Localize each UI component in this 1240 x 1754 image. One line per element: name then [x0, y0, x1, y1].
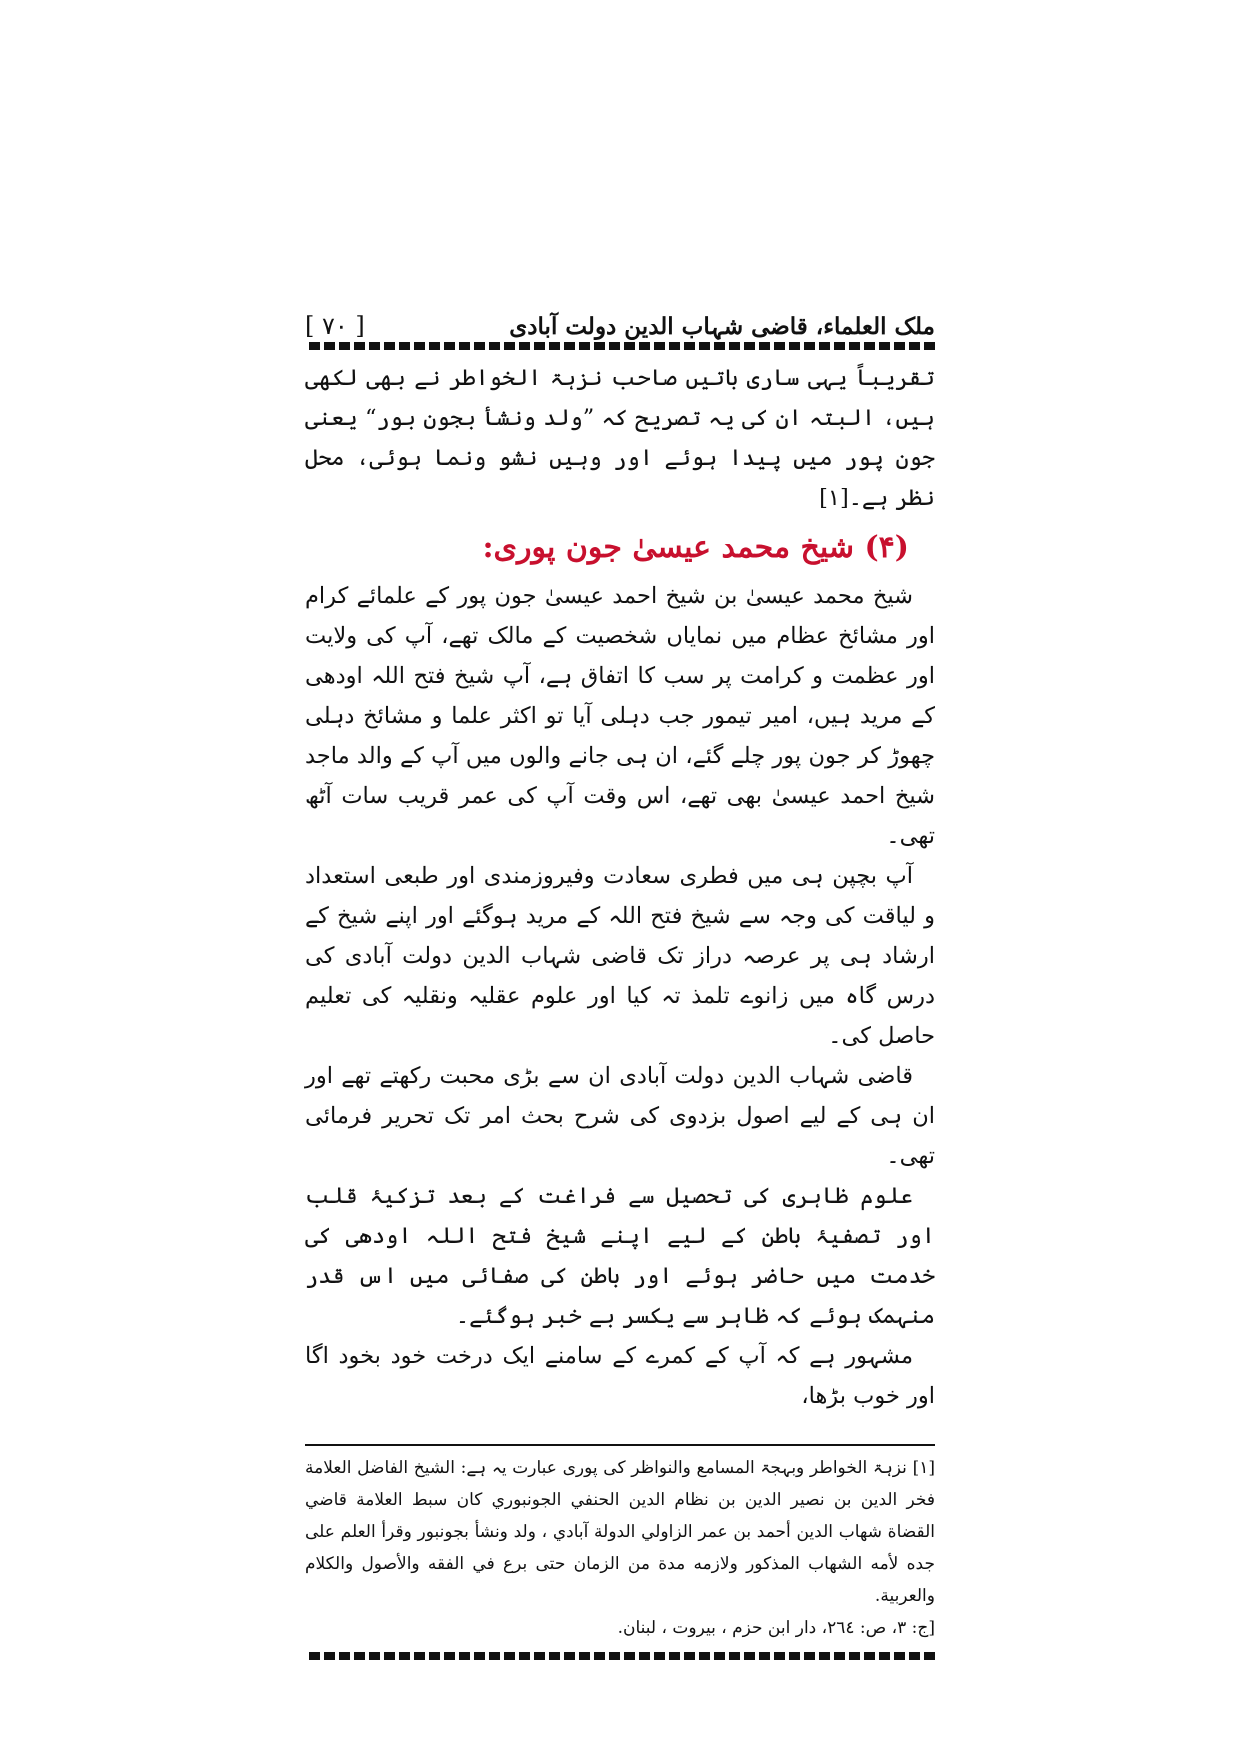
footnote [305, 1452, 935, 1644]
footnote-text: [۱] نزہۃ الخواطر وبہجۃ المسامع والنواظر کی پوری عبارت یہ ہے: الشيخ الفاضل العلامة فخر الدين بن نصير الدين بن نظام الدين الحنفي الجونبوري كان سبط العلامة قاضي القضاة شهاب الدين أحمد بن عمر الزاولي الدولة آبادي ، ولد ونشأ بجونبور وقرأ العلم على جده لأمه الشهاب المذكور ولازمه مدة من الزمان حتى برع في الفقه والأصول والكلام والعربية. [305, 1458, 935, 1606]
header-dashed-rule [305, 342, 935, 350]
document-page [305, 300, 935, 1660]
section-paragraph-1: شیخ محمد عیسیٰ بن شیخ احمد عیسیٰ جون پور کے علمائے کرام اور مشائخ عظام میں نمایاں شخصیت کے مالک تھے، آپ کی ولایت اور عظمت و کرامت پر سب کا اتفاق ہے، آپ شیخ فتح اللہ اودھی کے مرید ہیں، امیر تیمور جب دہلی آیا تو اکثر علما و مشائخ دہلی چھوڑ کر جون پور چلے گئے، ان ہی جانے والوں میں آپ کے والد ماجد شیخ احمد عیسیٰ بھی تھے، اس وقت آپ کی عمر قریب سات آٹھ تھی۔ [305, 583, 935, 849]
section-paragraph-5: مشہور ہے کہ آپ کے کمرے کے سامنے ایک درخت خود بخود اگا اور خوب بڑھا، [305, 1343, 935, 1409]
section-paragraph-3: قاضی شہاب الدین دولت آبادی ان سے بڑی محبت رکھتے تھے اور ان ہی کے لیے اصول بزدوی کی شرح بحث امر تک تحریر فرمائی تھی۔ [305, 1063, 935, 1169]
main-text [305, 358, 935, 1416]
section-paragraph-4: علوم ظاہری کی تحصیل سے فراغت کے بعد تزکیۂ قلب اور تصفیۂ باطن کے لیے اپنے شیخ فتح اللہ اودھی کی خدمت میں حاضر ہوئے اور باطن کی صفائی میں اس قدر منہمک ہوئے کہ ظاہر سے یکسر بے خبر ہوگئے۔ [305, 1183, 935, 1329]
page-number: [ ۷۰ ] [305, 312, 365, 340]
header-title: ملک العلماء، قاضی شہاب الدین دولت آبادی [509, 313, 935, 340]
running-header [305, 300, 935, 340]
footnote-separator [305, 1444, 935, 1446]
section-paragraph-2: آپ بچپن ہی میں فطری سعادت وفیروزمندی اور طبعی استعداد و لیاقت کی وجہ سے شیخ فتح اللہ کے مرید ہوگئے اور اپنے شیخ کے ارشاد ہی پر عرصہ دراز تک قاضی شہاب الدین دولت آبادی کی درس گاہ میں زانوے تلمذ تہ کیا اور علوم عقلیہ ونقلیہ کی تعلیم حاصل کی۔ [305, 863, 935, 1049]
footnote-reference: [ج: ۳، ص: ۲٦٤، دار ابن حزم ، بيروت ، لبنان. [617, 1618, 935, 1638]
footer-dashed-rule [305, 1652, 935, 1660]
section-heading: (۴) شیخ محمد عیسیٰ جون پوری: [482, 530, 909, 565]
intro-paragraph: تقریباً یہی ساری باتیں صاحب نزہۃ الخواطر نے بھی لکھی ہیں، البتہ ان کی یہ تصریح کہ ”ولد ونشأ بجون بور“ یعنی جون پور میں پیدا ہوئے اور وہیں نشو ونما ہوئی، محل نظر ہے۔[۱] [305, 365, 935, 511]
